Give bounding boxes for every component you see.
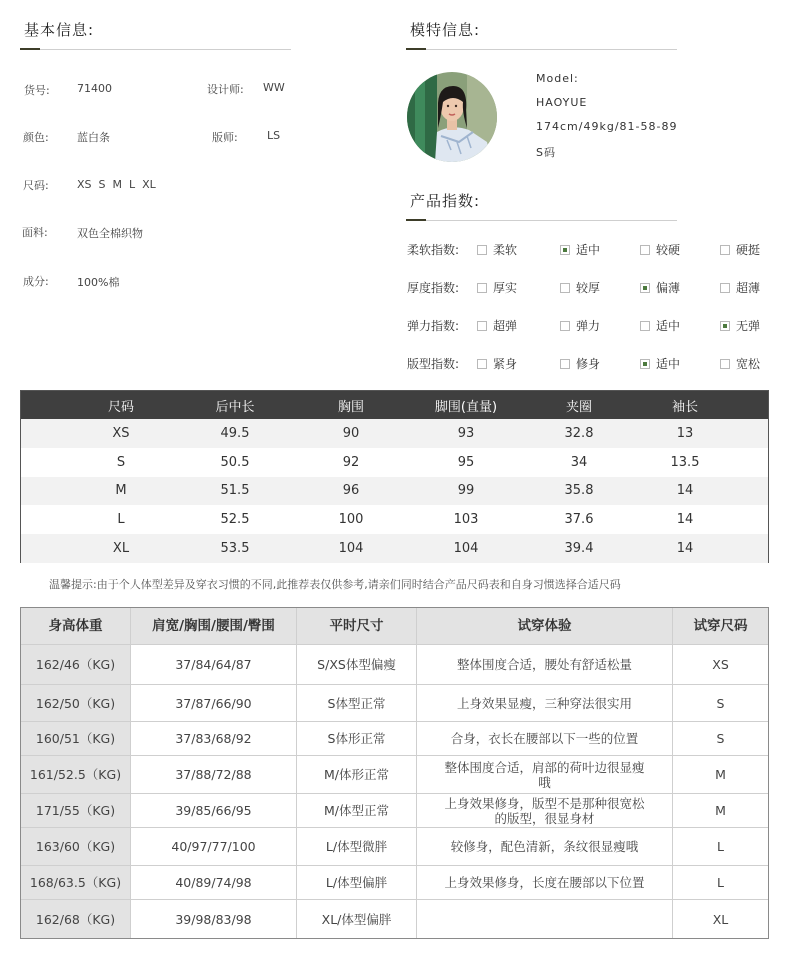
size-table-cell: 53.5	[220, 541, 250, 557]
fit-table-cell: L	[717, 875, 724, 890]
index-option-label: 较硬	[656, 243, 681, 257]
size-table-cell: XS	[112, 425, 130, 441]
index-option-label: 较厚	[576, 281, 601, 295]
size-table-cell: 93	[457, 425, 475, 441]
size-tip: 温馨提示:由于个人体型差异及穿衣习惯的不同,此推荐表仅供参考,请亲们同时结合产品尺码表和自身习惯选择合适尺码	[49, 578, 621, 591]
composition-label: 成分:	[23, 275, 49, 288]
size-table-cell: 99	[457, 483, 475, 499]
index-option	[640, 241, 680, 258]
index-option-label: 硬挺	[736, 243, 761, 257]
fit-table-row	[21, 866, 768, 900]
size-table-cell: 35.8	[564, 483, 594, 499]
index-row-label: 厚度指数:	[407, 281, 460, 295]
size-table-cell: 103	[453, 512, 479, 528]
fit-table-cell: S体型正常	[297, 685, 417, 721]
fit-table-cell: 160/51（KG)	[21, 722, 131, 755]
index-option	[640, 317, 680, 334]
fit-table-row	[21, 722, 768, 756]
unchecked-box-icon	[640, 245, 650, 255]
fit-table-header	[21, 608, 768, 645]
size-table-row	[21, 419, 768, 448]
fit-table-cell: 37/87/66/90	[131, 685, 297, 721]
size-table-cell: 34	[570, 454, 588, 470]
unchecked-box-icon	[720, 245, 730, 255]
fit-table-row	[21, 685, 768, 722]
composition-value: 100%棉	[77, 276, 120, 289]
fit-table-cell: 37/84/64/87	[131, 645, 297, 684]
index-row-label: 弹力指数:	[407, 319, 460, 333]
size-table	[20, 390, 769, 563]
fit-table-cell: 37/88/72/88	[131, 756, 297, 793]
color-label: 颜色:	[23, 131, 49, 144]
size-table-cell: 39.4	[564, 541, 594, 557]
unchecked-box-icon	[477, 245, 487, 255]
index-option-label: 偏薄	[656, 281, 681, 295]
fit-table-cell: XL/体型偏胖	[297, 900, 417, 938]
size-table-cell: 104	[338, 541, 364, 557]
checked-box-icon	[720, 321, 730, 331]
fit-table-row	[21, 900, 768, 938]
size-table-cell: 90	[342, 425, 360, 441]
fit-table-cell: 162/46（KG)	[21, 645, 131, 684]
fit-table-cell: M/体形正常	[297, 756, 417, 793]
fabric-label: 面料:	[22, 226, 48, 239]
index-option-label: 超薄	[736, 281, 761, 295]
pattern-maker-label: 版师:	[212, 131, 238, 144]
index-option	[560, 317, 600, 334]
basic-info-title: 基本信息:	[24, 21, 95, 39]
pattern-maker-value: LS	[267, 129, 281, 142]
index-option	[477, 317, 517, 334]
index-option	[560, 241, 600, 258]
size-table-cell: 14	[676, 512, 694, 528]
unchecked-box-icon	[560, 359, 570, 369]
size-table-cell: 51.5	[220, 483, 250, 499]
size-table-cell: 32.8	[564, 425, 594, 441]
index-option-label: 紧身	[493, 357, 518, 371]
size-table-header	[21, 391, 768, 419]
fit-table-cell: XS	[712, 657, 729, 672]
fit-table-cell: L	[717, 839, 724, 854]
size-table-cell: 100	[338, 512, 364, 528]
index-option-label: 超弹	[493, 319, 518, 333]
fit-table-cell: S	[716, 731, 725, 746]
size-table-cell: 95	[457, 454, 475, 470]
size-header-cell: 夹圈	[565, 399, 592, 415]
checked-box-icon	[640, 283, 650, 293]
size-header-cell: 脚围(直量)	[434, 399, 498, 415]
fit-table-cell: 39/85/66/95	[131, 794, 297, 827]
fit-table-row	[21, 756, 768, 794]
index-option	[560, 355, 600, 372]
fit-table	[20, 607, 769, 939]
fit-table-cell: 合身，衣长在腰部以下一些的位置	[417, 722, 673, 755]
fit-table-cell: 168/63.5（KG)	[21, 866, 131, 899]
fit-header-cell: 肩宽/胸围/腰围/臀围	[131, 608, 297, 644]
size-table-cell: L	[117, 512, 125, 528]
fit-table-cell: S/XS体型偏瘦	[297, 645, 417, 684]
model-info-title: 模特信息:	[410, 21, 481, 39]
fit-header-cell: 试穿尺码	[673, 608, 768, 644]
index-option-label: 修身	[576, 357, 601, 371]
fit-table-cell: 161/52.5（KG)	[21, 756, 131, 793]
fit-header-cell: 平时尺寸	[297, 608, 417, 644]
fit-table-cell: 40/97/77/100	[131, 828, 297, 865]
unchecked-box-icon	[720, 283, 730, 293]
product-index-divider	[406, 220, 677, 221]
fit-table-cell: M/体型正常	[297, 794, 417, 827]
fit-table-cell: 整体围度合适，肩部的荷叶边很显瘦哦	[417, 756, 673, 793]
fit-table-cell: XL	[712, 911, 729, 927]
model-photo-icon	[407, 72, 497, 162]
unchecked-box-icon	[477, 359, 487, 369]
index-row-label: 版型指数:	[407, 357, 460, 371]
color-value: 蓝白条	[77, 131, 110, 144]
size-table-cell: XL	[112, 541, 130, 557]
fit-table-cell: S体形正常	[297, 722, 417, 755]
index-row-label: 柔软指数:	[407, 243, 460, 257]
size-value: XS S M L XL	[77, 178, 156, 191]
fit-table-cell: 上身效果显瘦，三种穿法很实用	[417, 685, 673, 721]
unchecked-box-icon	[560, 321, 570, 331]
unchecked-box-icon	[477, 321, 487, 331]
index-option-label: 弹力	[576, 319, 601, 333]
index-option	[640, 355, 680, 372]
unchecked-box-icon	[640, 321, 650, 331]
fit-table-cell: 163/60（KG)	[21, 828, 131, 865]
index-option	[477, 279, 517, 296]
size-header-cell: 袖长	[671, 399, 698, 415]
size-table-row	[21, 448, 768, 477]
model-measurements: 174cm/49kg/81-58-89	[536, 120, 678, 133]
unchecked-box-icon	[560, 283, 570, 293]
fit-table-cell: M	[715, 803, 726, 818]
model-avatar	[407, 72, 497, 162]
index-option	[720, 355, 760, 372]
size-table-cell: 50.5	[220, 454, 250, 470]
fit-table-cell: L/体型偏胖	[297, 866, 417, 899]
size-header-cell: 尺码	[107, 399, 134, 415]
size-table-row	[21, 505, 768, 534]
basic-info-divider	[20, 49, 291, 50]
model-label: Model:	[536, 72, 579, 85]
designer-label: 设计师:	[207, 83, 244, 96]
fit-table-cell: 40/89/74/98	[131, 866, 297, 899]
item-no-label: 货号:	[24, 84, 50, 97]
size-table-cell: 92	[342, 454, 360, 470]
model-info-divider	[406, 49, 677, 50]
size-table-cell: 49.5	[220, 425, 250, 441]
index-option-label: 宽松	[736, 357, 761, 371]
size-table-cell: 37.6	[564, 512, 594, 528]
fit-header-cell: 身高体重	[21, 608, 131, 644]
size-table-row	[21, 534, 768, 563]
index-option-label: 适中	[656, 357, 681, 371]
fit-table-row	[21, 828, 768, 866]
size-header-cell: 后中长	[215, 399, 255, 415]
size-table-cell: 104	[453, 541, 479, 557]
size-table-cell: 14	[676, 541, 694, 557]
unchecked-box-icon	[477, 283, 487, 293]
size-label: 尺码:	[23, 179, 49, 192]
fit-table-cell: 整体围度合适，腰处有舒适松量	[417, 645, 673, 684]
fit-table-cell: 39/98/83/98	[131, 900, 297, 938]
index-option-label: 适中	[656, 319, 681, 333]
fit-table-row	[21, 794, 768, 828]
model-name: HAOYUE	[536, 96, 588, 109]
model-size: S码	[536, 146, 556, 159]
fit-table-cell: 上身效果修身，版型不是那种很宽松的版型，很显身材	[417, 794, 673, 827]
fit-table-cell: 上身效果修身，长度在腰部以下位置	[417, 866, 673, 899]
fit-table-cell: 162/50（KG)	[21, 685, 131, 721]
size-table-cell: 96	[342, 483, 360, 499]
size-header-cell: 胸围	[337, 399, 364, 415]
fabric-value: 双色全棉织物	[77, 227, 143, 240]
index-option-label: 适中	[576, 243, 601, 257]
checked-box-icon	[640, 359, 650, 369]
fit-table-cell	[417, 900, 673, 938]
index-option	[720, 279, 760, 296]
size-table-cell: 14	[676, 483, 694, 499]
index-option	[477, 241, 517, 258]
size-table-cell: 52.5	[220, 512, 250, 528]
item-no-value: 71400	[77, 82, 112, 95]
unchecked-box-icon	[720, 359, 730, 369]
fit-table-cell: 较修身，配色清新，条纹很显瘦哦	[417, 828, 673, 865]
index-option	[720, 317, 760, 334]
fit-table-cell: 171/55（KG)	[21, 794, 131, 827]
fit-table-cell: S	[716, 695, 725, 711]
index-option-label: 无弹	[736, 319, 761, 333]
fit-table-row	[21, 645, 768, 685]
size-table-cell: S	[116, 454, 126, 470]
checked-box-icon	[560, 245, 570, 255]
index-option	[720, 241, 760, 258]
index-option	[477, 355, 517, 372]
index-option	[560, 279, 600, 296]
product-index-title: 产品指数:	[410, 192, 481, 210]
fit-header-cell: 试穿体验	[417, 608, 673, 644]
size-table-cell: M	[115, 483, 127, 499]
index-option-label: 厚实	[493, 281, 518, 295]
index-option-label: 柔软	[493, 243, 518, 257]
size-table-cell: 13.5	[670, 454, 700, 470]
size-table-row	[21, 477, 768, 506]
designer-value: WW	[263, 81, 285, 94]
index-option	[640, 279, 680, 296]
fit-table-cell: 37/83/68/92	[131, 722, 297, 755]
fit-table-cell: 162/68（KG)	[21, 900, 131, 938]
size-table-cell: 13	[676, 425, 694, 441]
fit-table-cell: L/体型微胖	[297, 828, 417, 865]
fit-table-cell: M	[715, 767, 726, 782]
